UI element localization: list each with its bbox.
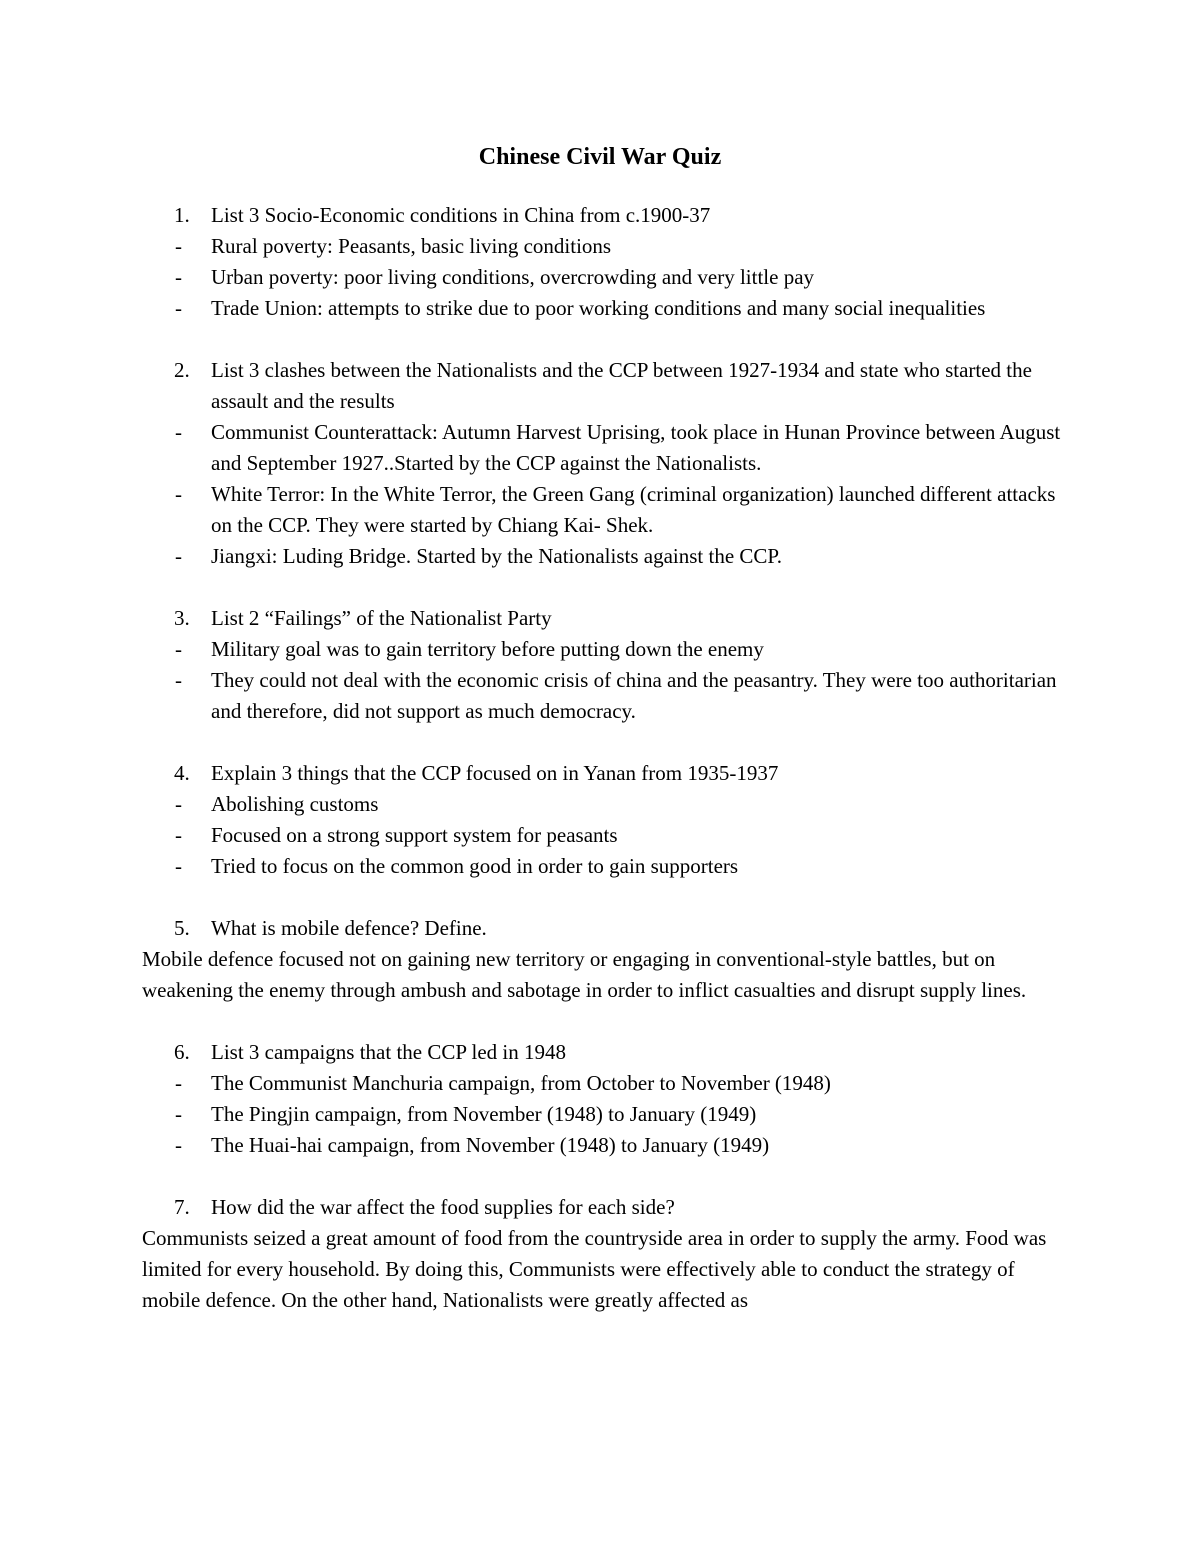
answer-text: Military goal was to gain territory before putting down the enemy xyxy=(211,637,764,661)
question-number: 3. xyxy=(174,606,190,630)
answer-item xyxy=(0,262,1070,293)
question-text: Explain 3 things that the CCP focused on in Yanan from 1935-1937 xyxy=(211,761,779,785)
answer-item xyxy=(0,1099,1070,1130)
question-text: List 3 campaigns that the CCP led in 1948 xyxy=(211,1040,567,1064)
bullet-dash: - xyxy=(175,482,182,506)
question-2 xyxy=(0,355,1070,417)
question-1 xyxy=(0,200,1070,231)
bullet-dash: - xyxy=(175,792,182,816)
answer-item xyxy=(0,293,1070,324)
answer-item xyxy=(0,231,1070,262)
bullet-dash: - xyxy=(175,1102,182,1126)
answer-item xyxy=(0,820,1070,851)
question-number: 2. xyxy=(174,358,190,382)
answer-text: The Communist Manchuria campaign, from October to November (1948) xyxy=(211,1071,831,1095)
question-5 xyxy=(0,913,1070,944)
answer-item xyxy=(0,479,1070,541)
question-text: List 3 Socio-Economic conditions in China from c.1900-37 xyxy=(211,203,711,227)
document-title: Chinese Civil War Quiz xyxy=(478,144,722,170)
question-number: 7. xyxy=(174,1195,190,1219)
answer-item xyxy=(0,1130,1070,1161)
answer-text: Rural poverty: Peasants, basic living conditions xyxy=(211,234,612,258)
question-section-5 xyxy=(0,913,1200,1006)
question-number: 1. xyxy=(174,203,190,227)
answer-paragraph: Communists seized a great amount of food from the countryside area in order to supply the army. Food was limited for every household. By doing this, Communists were effectively able to conduct the strategy of mobile defence. On the other hand, Nationalists were greatly affected as xyxy=(142,1226,1047,1312)
question-6 xyxy=(0,1037,1070,1068)
question-number: 4. xyxy=(174,761,190,785)
answer-text: They could not deal with the economic crisis of china and the peasantry. They were too authoritarian and therefore, did not support as much democracy. xyxy=(211,668,1057,723)
answer-text: The Pingjin campaign, from November (1948) to January (1949) xyxy=(211,1102,757,1126)
question-4 xyxy=(0,758,1070,789)
question-section-3 xyxy=(0,603,1200,727)
question-3 xyxy=(0,603,1070,634)
bullet-dash: - xyxy=(175,854,182,878)
bullet-dash: - xyxy=(175,637,182,661)
answer-text: Communist Counterattack: Autumn Harvest Uprising, took place in Hunan Province between August and September 1927..Started by the CCP against the Nationalists. xyxy=(211,420,1061,475)
question-section-4 xyxy=(0,758,1200,882)
answer-text: Urban poverty: poor living conditions, overcrowding and very little pay xyxy=(211,265,815,289)
answer-paragraph: Mobile defence focused not on gaining new territory or engaging in conventional-style battles, but on weakening the enemy through ambush and sabotage in order to inflict casualties and disrupt supply lines. xyxy=(142,947,1027,1002)
question-section-6 xyxy=(0,1037,1200,1161)
answer-text: Tried to focus on the common good in order to gain supporters xyxy=(211,854,739,878)
answer-item xyxy=(0,417,1070,479)
question-text: List 2 “Failings” of the Nationalist Party xyxy=(211,606,552,630)
question-7 xyxy=(0,1192,1070,1223)
question-section-1 xyxy=(0,200,1200,324)
question-text: List 3 clashes between the Nationalists and the CCP between 1927-1934 and state who started the assault and the results xyxy=(211,358,1032,413)
answer-text: Focused on a strong support system for peasants xyxy=(211,823,618,847)
bullet-dash: - xyxy=(175,668,182,692)
question-number: 6. xyxy=(174,1040,190,1064)
answer-item xyxy=(0,851,1070,882)
answer-item xyxy=(0,1068,1070,1099)
bullet-dash: - xyxy=(175,1071,182,1095)
answer-text: White Terror: In the White Terror, the Green Gang (criminal organization) launched different attacks on the CCP. They were started by Chiang Kai- Shek. xyxy=(211,482,1056,537)
bullet-dash: - xyxy=(175,296,182,320)
bullet-dash: - xyxy=(175,234,182,258)
bullet-dash: - xyxy=(175,1133,182,1157)
answer-item xyxy=(0,634,1070,665)
bullet-dash: - xyxy=(175,823,182,847)
answer-text: Abolishing customs xyxy=(211,792,379,816)
bullet-dash: - xyxy=(175,544,182,568)
answer-item xyxy=(0,789,1070,820)
bullet-dash: - xyxy=(175,265,182,289)
answer-text: Trade Union: attempts to strike due to poor working conditions and many social inequalities xyxy=(211,296,986,320)
answer-item xyxy=(0,665,1070,727)
question-text: How did the war affect the food supplies for each side? xyxy=(211,1195,675,1219)
answer-text: Jiangxi: Luding Bridge. Started by the Nationalists against the CCP. xyxy=(211,544,783,568)
question-number: 5. xyxy=(174,916,190,940)
answer-item xyxy=(0,541,1070,572)
question-text: What is mobile defence? Define. xyxy=(211,916,487,940)
answer-text: The Huai-hai campaign, from November (1948) to January (1949) xyxy=(211,1133,770,1157)
question-section-2 xyxy=(0,355,1200,572)
question-section-7 xyxy=(0,1192,1200,1316)
bullet-dash: - xyxy=(175,420,182,444)
